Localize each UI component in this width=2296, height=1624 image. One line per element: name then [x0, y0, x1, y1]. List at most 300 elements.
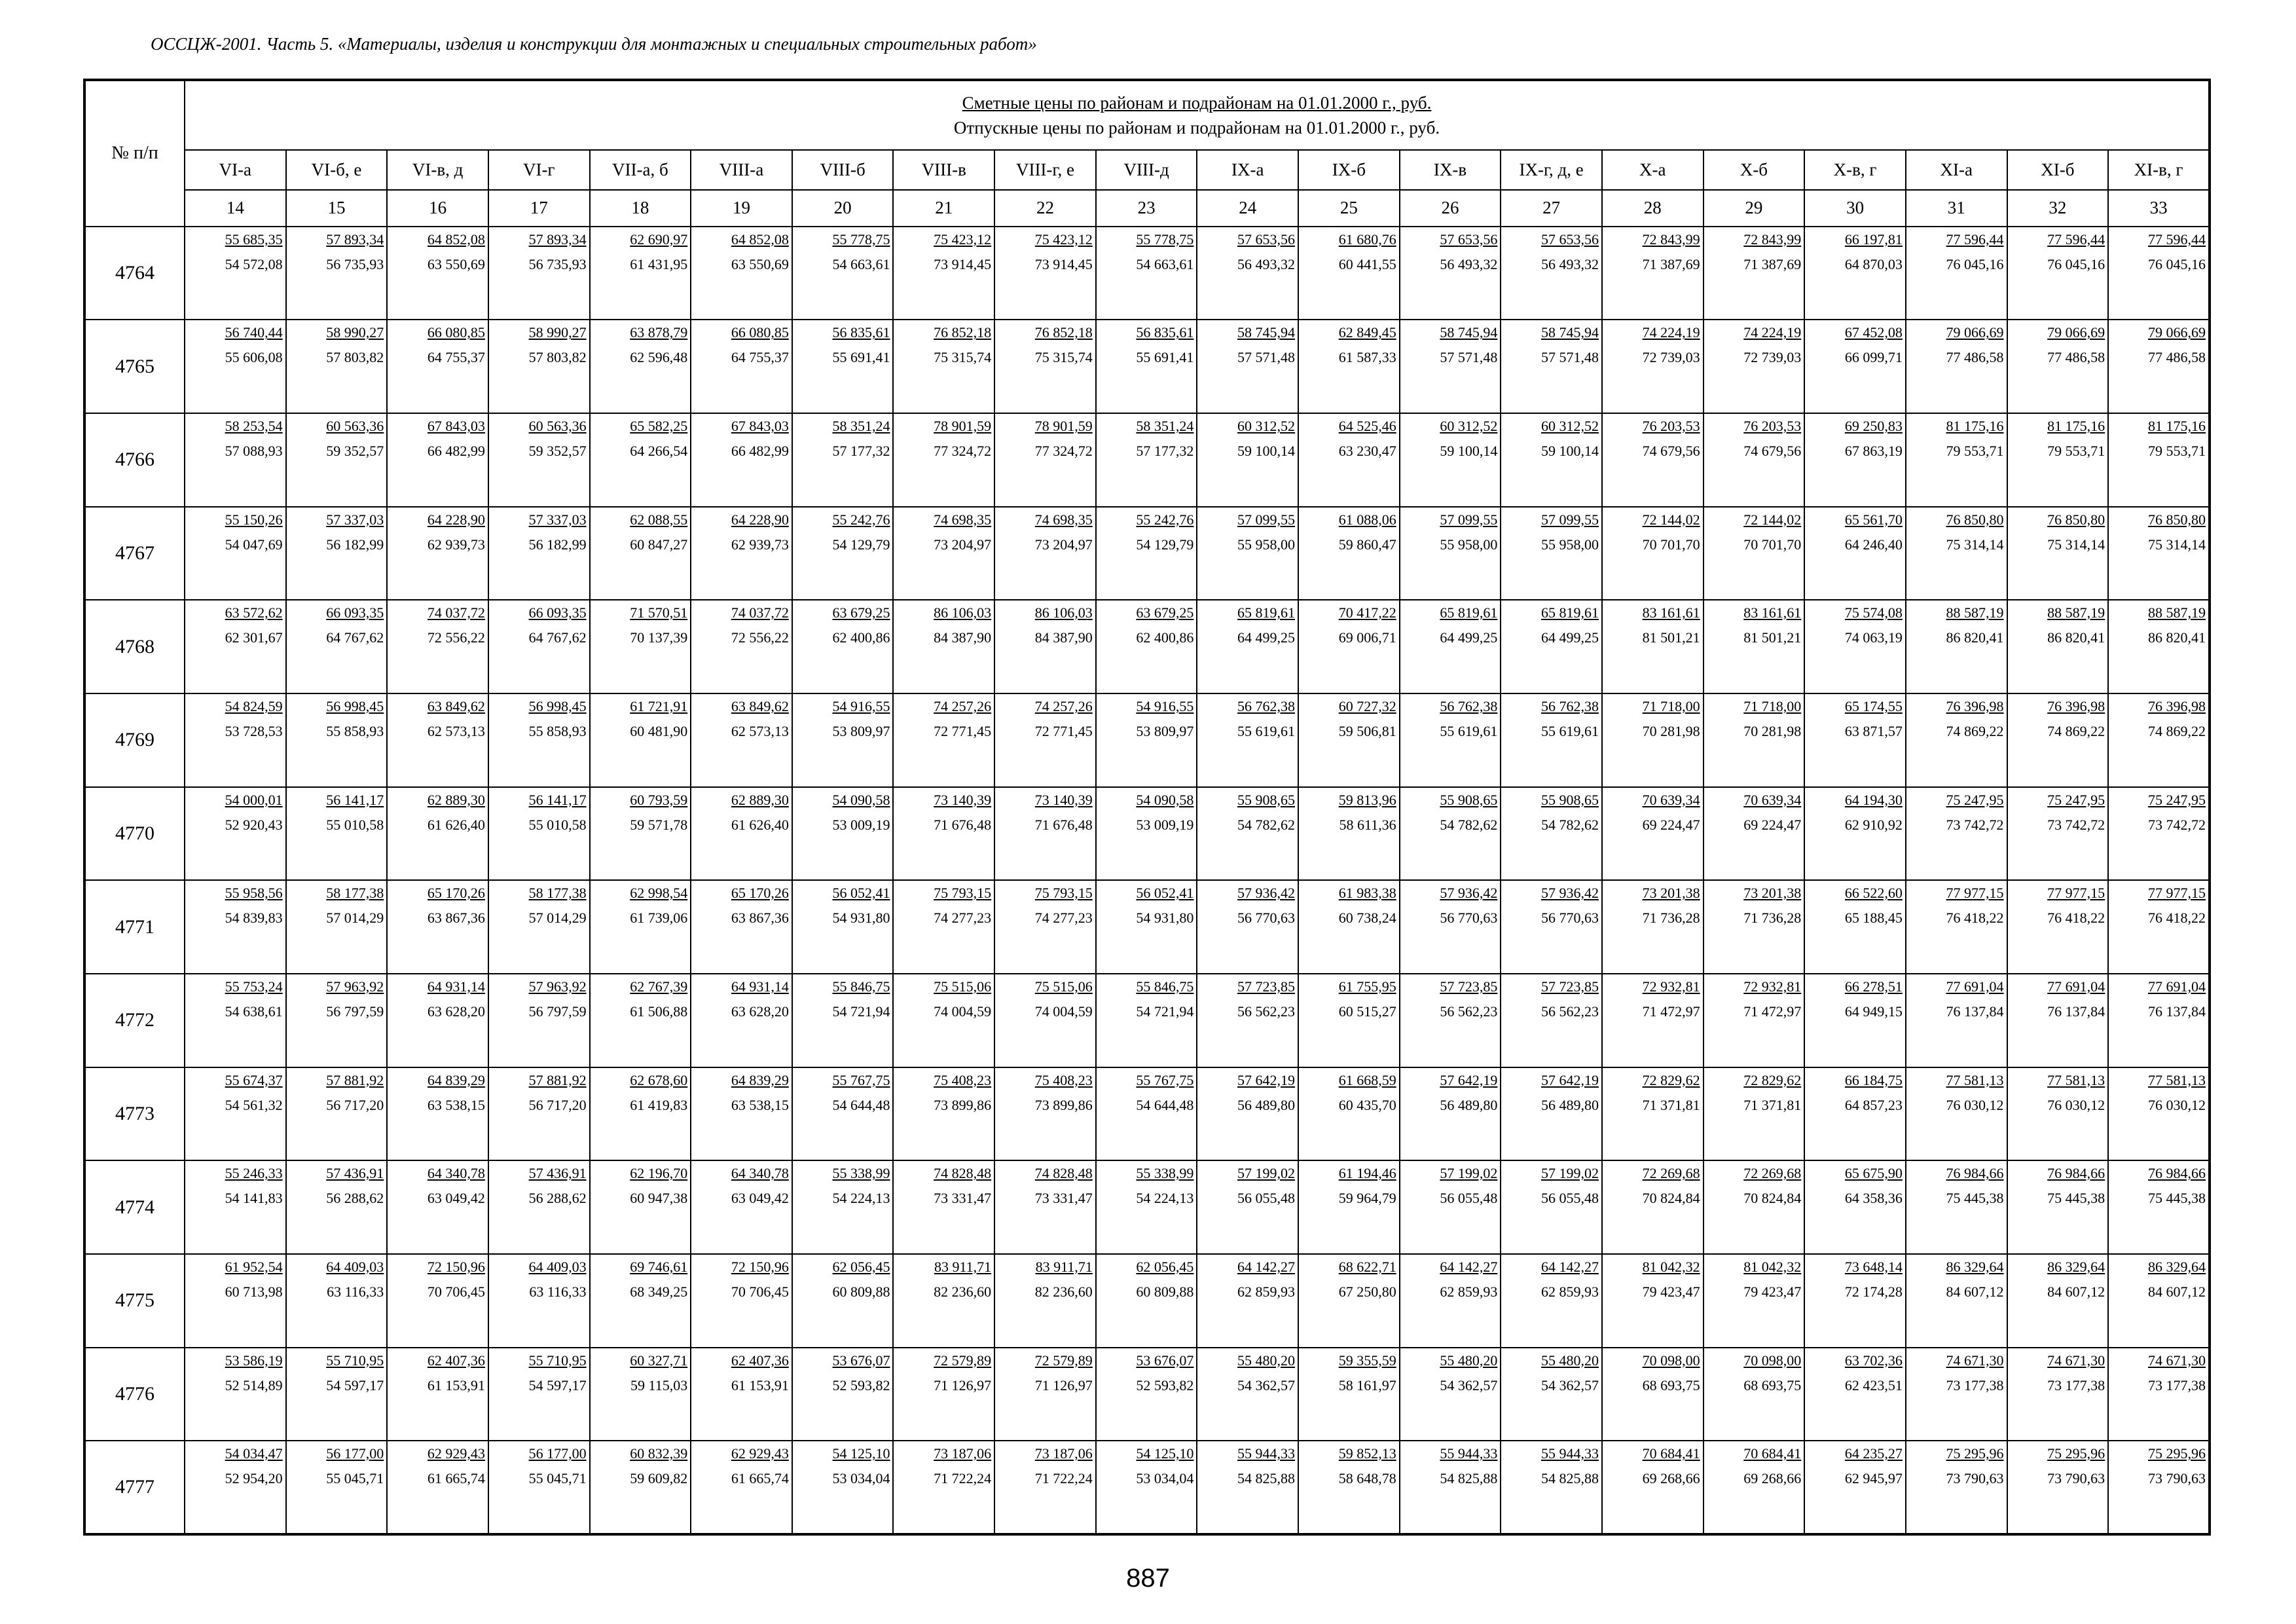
estimated-price: 55 674,37 — [225, 1071, 283, 1088]
price-cell — [2108, 974, 2210, 1067]
price-cell — [994, 1160, 1096, 1254]
release-price: 53 034,04 — [1136, 1470, 1194, 1487]
column-number: 15 — [286, 190, 388, 227]
release-price: 57 571,48 — [1237, 349, 1296, 366]
release-price: 59 571,78 — [630, 816, 688, 833]
price-cell — [590, 1348, 691, 1441]
price-cell — [1501, 600, 1602, 693]
table-row — [84, 693, 2210, 787]
estimated-price: 77 977,15 — [2047, 885, 2105, 902]
release-price: 76 137,84 — [2047, 1003, 2105, 1020]
row-number: 4774 — [84, 1160, 185, 1254]
release-price: 71 126,97 — [934, 1376, 992, 1393]
estimated-price: 75 247,95 — [2148, 791, 2206, 808]
release-price: 53 034,04 — [832, 1470, 890, 1487]
estimated-price: 86 329,64 — [2047, 1258, 2105, 1275]
estimated-price: 63 702,36 — [1844, 1352, 1903, 1369]
release-price: 71 472,97 — [1743, 1003, 1802, 1020]
estimated-price: 56 740,44 — [225, 324, 283, 341]
region-header: IX-а — [1197, 150, 1298, 189]
estimated-price: 75 295,96 — [2148, 1445, 2206, 1462]
estimated-price: 77 581,13 — [2148, 1071, 2206, 1088]
release-price: 71 676,48 — [1034, 816, 1093, 833]
price-cell — [1906, 320, 2007, 413]
release-price: 64 870,03 — [1844, 255, 1903, 272]
estimated-price: 55 846,75 — [1136, 978, 1194, 995]
estimated-price: 86 329,64 — [1946, 1258, 2004, 1275]
price-cell — [792, 880, 894, 974]
price-cell — [994, 974, 1096, 1067]
estimated-price: 76 396,98 — [1946, 698, 2004, 715]
price-cell — [1400, 507, 1501, 600]
row-number: 4775 — [84, 1254, 185, 1348]
estimated-price: 83 911,71 — [1035, 1258, 1093, 1275]
release-price: 53 809,97 — [832, 723, 890, 740]
estimated-price: 70 417,22 — [1338, 604, 1396, 621]
release-price: 56 797,59 — [528, 1003, 587, 1020]
release-price: 52 514,89 — [225, 1376, 283, 1393]
release-price: 56 493,32 — [1540, 255, 1599, 272]
release-price: 59 100,14 — [1540, 443, 1599, 460]
price-cell — [691, 600, 792, 693]
release-price: 71 387,69 — [1642, 255, 1700, 272]
table-row — [84, 974, 2210, 1067]
release-price: 63 538,15 — [427, 1096, 485, 1113]
release-price: 54 597,17 — [528, 1376, 587, 1393]
price-cell — [590, 227, 691, 320]
estimated-price: 64 194,30 — [1844, 791, 1903, 808]
release-price: 62 859,93 — [1540, 1283, 1599, 1300]
release-price: 76 137,84 — [2148, 1003, 2206, 1020]
estimated-price: 62 929,43 — [731, 1445, 789, 1462]
price-cell — [387, 1067, 488, 1161]
price-cell — [1906, 1348, 2007, 1441]
price-cell — [893, 507, 994, 600]
release-price: 73 177,38 — [1946, 1376, 2004, 1393]
price-cell — [1704, 1067, 1805, 1161]
price-cell — [1501, 1067, 1602, 1161]
region-header: X-в, г — [1804, 150, 1906, 189]
release-price: 64 499,25 — [1540, 629, 1599, 646]
release-price: 86 820,41 — [1946, 629, 2004, 646]
release-price: 71 736,28 — [1642, 910, 1700, 927]
release-price: 73 790,63 — [2148, 1470, 2206, 1487]
release-price: 79 423,47 — [1743, 1283, 1802, 1300]
price-cell — [1602, 880, 1704, 974]
estimated-price: 72 829,62 — [1642, 1071, 1700, 1088]
price-cell — [185, 227, 286, 320]
price-cell — [387, 507, 488, 600]
release-price: 76 418,22 — [2148, 910, 2206, 927]
table-row — [84, 227, 2210, 320]
price-cell — [185, 1067, 286, 1161]
estimated-price: 76 203,53 — [1642, 418, 1700, 435]
region-header: XI-б — [2007, 150, 2109, 189]
estimated-price: 66 080,85 — [427, 324, 485, 341]
price-cell — [1704, 320, 1805, 413]
release-price: 52 593,82 — [832, 1376, 890, 1393]
estimated-price: 66 093,35 — [326, 604, 384, 621]
price-cell — [893, 1348, 994, 1441]
release-price: 62 573,13 — [427, 723, 485, 740]
estimated-price: 73 187,06 — [934, 1445, 992, 1462]
table-row — [84, 787, 2210, 881]
release-price: 54 825,88 — [1440, 1470, 1498, 1487]
price-cell — [1096, 413, 1197, 507]
region-header: VIII-а — [691, 150, 792, 189]
price-cell — [1804, 974, 1906, 1067]
estimated-price: 64 142,27 — [1237, 1258, 1296, 1275]
release-price: 64 857,23 — [1844, 1096, 1903, 1113]
table-row — [84, 1160, 2210, 1254]
release-price: 63 871,57 — [1844, 723, 1903, 740]
price-cell — [1400, 600, 1501, 693]
estimated-price: 55 778,75 — [832, 231, 890, 248]
release-price: 56 717,20 — [326, 1096, 384, 1113]
release-price: 54 597,17 — [326, 1376, 384, 1393]
price-cell — [1298, 1348, 1400, 1441]
estimated-price: 55 710,95 — [326, 1352, 384, 1369]
estimated-price: 62 849,45 — [1338, 324, 1396, 341]
price-cell — [286, 1348, 388, 1441]
row-number: 4769 — [84, 693, 185, 787]
price-cell — [1704, 1254, 1805, 1348]
price-cell — [994, 880, 1096, 974]
estimated-price: 86 106,03 — [1034, 604, 1093, 621]
price-cell — [1197, 600, 1298, 693]
release-price: 53 009,19 — [1136, 816, 1194, 833]
estimated-price: 57 723,85 — [1237, 978, 1296, 995]
price-cell — [1602, 600, 1704, 693]
release-price: 72 739,03 — [1743, 349, 1802, 366]
column-number-row — [84, 190, 2210, 227]
price-cell — [994, 1348, 1096, 1441]
estimated-price: 74 828,48 — [934, 1165, 992, 1182]
estimated-price: 61 680,76 — [1338, 231, 1396, 248]
estimated-price: 88 587,19 — [1946, 604, 2004, 621]
release-price: 64 755,37 — [731, 349, 789, 366]
estimated-price: 77 691,04 — [2148, 978, 2206, 995]
release-price: 71 371,81 — [1743, 1096, 1802, 1113]
estimated-price: 62 929,43 — [427, 1445, 485, 1462]
estimated-price: 55 710,95 — [528, 1352, 587, 1369]
column-number: 27 — [1501, 190, 1602, 227]
price-cell — [1197, 320, 1298, 413]
release-price: 66 482,99 — [731, 443, 789, 460]
estimated-price: 71 718,00 — [1642, 698, 1700, 715]
estimated-price: 76 850,80 — [2148, 511, 2206, 528]
row-number: 4773 — [84, 1067, 185, 1161]
estimated-price: 57 881,92 — [326, 1071, 384, 1088]
region-header: X-б — [1704, 150, 1805, 189]
estimated-price: 75 793,15 — [1034, 885, 1093, 902]
estimated-price: 67 843,03 — [731, 418, 789, 435]
price-cell — [1501, 1254, 1602, 1348]
release-price: 62 939,73 — [427, 536, 485, 553]
estimated-price: 55 908,65 — [1440, 791, 1498, 808]
release-price: 53 009,19 — [832, 816, 890, 833]
release-price: 55 691,41 — [1136, 349, 1194, 366]
release-price: 53 728,53 — [225, 723, 283, 740]
release-price: 64 266,54 — [630, 443, 688, 460]
release-price: 72 556,22 — [731, 629, 789, 646]
release-price: 55 691,41 — [832, 349, 890, 366]
estimated-price: 74 257,26 — [1034, 698, 1093, 715]
release-price: 53 809,97 — [1136, 723, 1194, 740]
price-cell — [1804, 413, 1906, 507]
price-cell — [488, 320, 590, 413]
estimated-price: 58 351,24 — [1136, 418, 1194, 435]
release-price: 55 619,61 — [1440, 723, 1498, 740]
price-cell — [792, 1160, 894, 1254]
release-price: 61 506,88 — [630, 1003, 688, 1020]
release-price: 70 706,45 — [427, 1283, 485, 1300]
price-cell — [893, 1160, 994, 1254]
release-price: 62 910,92 — [1844, 816, 1903, 833]
price-cell — [691, 974, 792, 1067]
region-header: X-а — [1602, 150, 1704, 189]
estimated-price: 56 762,38 — [1237, 698, 1296, 715]
region-header: IX-в — [1400, 150, 1501, 189]
price-cell — [1197, 1160, 1298, 1254]
release-price: 61 626,40 — [427, 816, 485, 833]
price-cell — [792, 1348, 894, 1441]
estimated-price: 57 199,02 — [1440, 1165, 1498, 1182]
price-cell — [286, 880, 388, 974]
region-header: VIII-д — [1096, 150, 1197, 189]
release-price: 77 324,72 — [934, 443, 992, 460]
release-price: 77 486,58 — [2047, 349, 2105, 366]
release-price: 64 246,40 — [1844, 536, 1903, 553]
release-price: 57 014,29 — [326, 910, 384, 927]
estimated-price: 60 312,52 — [1540, 418, 1599, 435]
release-price: 60 713,98 — [225, 1283, 283, 1300]
estimated-price: 66 080,85 — [731, 324, 789, 341]
price-cell — [893, 880, 994, 974]
estimated-price: 74 037,72 — [427, 604, 485, 621]
price-cell — [1501, 880, 1602, 974]
release-price: 54 825,88 — [1540, 1470, 1599, 1487]
price-cell — [1804, 1441, 1906, 1534]
estimated-price: 78 901,59 — [1034, 418, 1093, 435]
estimated-price: 72 843,99 — [1743, 231, 1802, 248]
price-cell — [387, 1160, 488, 1254]
release-price: 68 693,75 — [1743, 1376, 1802, 1393]
price-cell — [488, 1160, 590, 1254]
release-price: 75 314,14 — [2148, 536, 2206, 553]
price-cell — [1096, 1160, 1197, 1254]
release-price: 75 445,38 — [2148, 1190, 2206, 1207]
estimated-price: 55 778,75 — [1136, 231, 1194, 248]
price-cell — [1804, 1254, 1906, 1348]
price-cell — [1704, 413, 1805, 507]
price-cell — [185, 320, 286, 413]
estimated-price: 64 409,03 — [326, 1258, 384, 1275]
release-price: 79 423,47 — [1642, 1283, 1700, 1300]
release-price: 71 472,97 — [1642, 1003, 1700, 1020]
column-number: 33 — [2108, 190, 2210, 227]
price-cell — [1501, 693, 1602, 787]
price-cell — [1906, 787, 2007, 881]
price-cell — [185, 600, 286, 693]
estimated-price: 64 839,29 — [427, 1071, 485, 1088]
price-cell — [691, 1254, 792, 1348]
price-cell — [893, 787, 994, 881]
release-price: 62 400,86 — [1136, 629, 1194, 646]
estimated-price: 56 762,38 — [1440, 698, 1498, 715]
release-price: 68 349,25 — [630, 1283, 688, 1300]
estimated-price: 72 579,89 — [934, 1352, 992, 1369]
price-cell — [893, 1254, 994, 1348]
estimated-price: 54 916,55 — [832, 698, 890, 715]
release-price: 60 809,88 — [1136, 1283, 1194, 1300]
release-price: 70 824,84 — [1642, 1190, 1700, 1207]
release-price: 86 820,41 — [2148, 629, 2206, 646]
price-cell — [488, 227, 590, 320]
price-cell — [488, 1348, 590, 1441]
price-cell — [1400, 1067, 1501, 1161]
estimated-price: 55 150,26 — [225, 511, 283, 528]
price-cell — [1906, 880, 2007, 974]
price-cell — [590, 1441, 691, 1534]
price-cell — [691, 1067, 792, 1161]
price-cell — [590, 413, 691, 507]
price-cell — [1298, 1067, 1400, 1161]
row-number: 4770 — [84, 787, 185, 881]
estimated-price: 64 931,14 — [427, 978, 485, 995]
estimated-price: 77 977,15 — [1946, 885, 2004, 902]
release-price: 60 847,27 — [630, 536, 688, 553]
estimated-price: 65 174,55 — [1844, 698, 1903, 715]
estimated-price: 71 570,51 — [630, 604, 688, 621]
estimated-price: 57 893,34 — [528, 231, 587, 248]
region-header: IX-б — [1298, 150, 1400, 189]
caption-estimated: Сметные цены по районам и подрайонам на 01.01.2000 г., руб. — [962, 93, 1432, 113]
price-cell — [1197, 880, 1298, 974]
estimated-price: 88 587,19 — [2148, 604, 2206, 621]
release-price: 73 899,86 — [934, 1096, 992, 1113]
price-cell — [691, 880, 792, 974]
price-cell — [792, 1441, 894, 1534]
price-cell — [2007, 787, 2109, 881]
table-row — [84, 413, 2210, 507]
column-number: 16 — [387, 190, 488, 227]
release-price: 72 556,22 — [427, 629, 485, 646]
estimated-price: 58 745,94 — [1540, 324, 1599, 341]
estimated-price: 55 246,33 — [225, 1165, 283, 1182]
price-cell — [185, 1160, 286, 1254]
estimated-price: 74 037,72 — [731, 604, 789, 621]
estimated-price: 72 579,89 — [1034, 1352, 1093, 1369]
release-price: 75 314,14 — [1946, 536, 2004, 553]
column-number: 25 — [1298, 190, 1400, 227]
release-price: 73 177,38 — [2047, 1376, 2105, 1393]
release-price: 74 004,59 — [934, 1003, 992, 1020]
price-cell — [387, 227, 488, 320]
release-price: 76 045,16 — [2148, 255, 2206, 272]
price-cell — [488, 787, 590, 881]
estimated-price: 64 525,46 — [1338, 418, 1396, 435]
estimated-price: 57 893,34 — [326, 231, 384, 248]
estimated-price: 54 125,10 — [1136, 1445, 1194, 1462]
estimated-price: 76 852,18 — [1034, 324, 1093, 341]
price-cell — [387, 880, 488, 974]
release-price: 63 116,33 — [529, 1283, 587, 1300]
estimated-price: 57 337,03 — [528, 511, 587, 528]
price-cell — [1704, 1160, 1805, 1254]
caption-row — [84, 80, 2210, 150]
price-cell — [1501, 1441, 1602, 1534]
release-price: 55 958,00 — [1540, 536, 1599, 553]
estimated-price: 55 685,35 — [225, 231, 283, 248]
price-cell — [488, 1067, 590, 1161]
row-number: 4767 — [84, 507, 185, 600]
estimated-price: 72 269,68 — [1743, 1165, 1802, 1182]
row-number: 4776 — [84, 1348, 185, 1441]
release-price: 57 571,48 — [1540, 349, 1599, 366]
estimated-price: 62 889,30 — [731, 791, 789, 808]
estimated-price: 62 196,70 — [630, 1165, 688, 1182]
release-price: 79 553,71 — [1946, 443, 2004, 460]
estimated-price: 68 622,71 — [1338, 1258, 1396, 1275]
release-price: 56 562,23 — [1440, 1003, 1498, 1020]
price-cell — [691, 320, 792, 413]
release-price: 84 387,90 — [934, 629, 992, 646]
release-price: 82 236,60 — [1034, 1283, 1093, 1300]
estimated-price: 57 199,02 — [1237, 1165, 1296, 1182]
estimated-price: 58 745,94 — [1440, 324, 1498, 341]
release-price: 73 914,45 — [1034, 255, 1093, 272]
estimated-price: 73 201,38 — [1642, 885, 1700, 902]
release-price: 84 387,90 — [1034, 629, 1093, 646]
estimated-price: 79 066,69 — [2047, 324, 2105, 341]
estimated-price: 64 931,14 — [731, 978, 789, 995]
estimated-price: 79 066,69 — [2148, 324, 2206, 341]
release-price: 54 047,69 — [225, 536, 283, 553]
release-price: 76 045,16 — [2047, 255, 2105, 272]
estimated-price: 57 653,56 — [1540, 231, 1599, 248]
release-price: 61 739,06 — [630, 910, 688, 927]
price-cell — [286, 693, 388, 787]
price-cell — [488, 413, 590, 507]
release-price: 73 331,47 — [934, 1190, 992, 1207]
price-cell — [1400, 1441, 1501, 1534]
price-cell — [488, 1254, 590, 1348]
price-cell — [2007, 880, 2109, 974]
region-header: VIII-г, е — [994, 150, 1096, 189]
release-price: 62 859,93 — [1237, 1283, 1296, 1300]
row-number: 4768 — [84, 600, 185, 693]
release-price: 55 606,08 — [225, 349, 283, 366]
estimated-price: 58 177,38 — [326, 885, 384, 902]
estimated-price: 63 679,25 — [1136, 604, 1194, 621]
estimated-price: 62 678,60 — [630, 1071, 688, 1088]
estimated-price: 73 140,39 — [1034, 791, 1093, 808]
estimated-price: 56 835,61 — [1136, 324, 1194, 341]
estimated-price: 57 936,42 — [1237, 885, 1296, 902]
release-price: 57 088,93 — [225, 443, 283, 460]
price-cell — [1197, 413, 1298, 507]
region-header-row — [84, 150, 2210, 189]
price-cell — [488, 507, 590, 600]
release-price: 84 607,12 — [2148, 1283, 2206, 1300]
price-cell — [488, 880, 590, 974]
price-cell — [2108, 1348, 2210, 1441]
release-price: 56 288,62 — [326, 1190, 384, 1207]
estimated-price: 77 596,44 — [2047, 231, 2105, 248]
price-cell — [1804, 507, 1906, 600]
estimated-price: 77 691,04 — [1946, 978, 2004, 995]
